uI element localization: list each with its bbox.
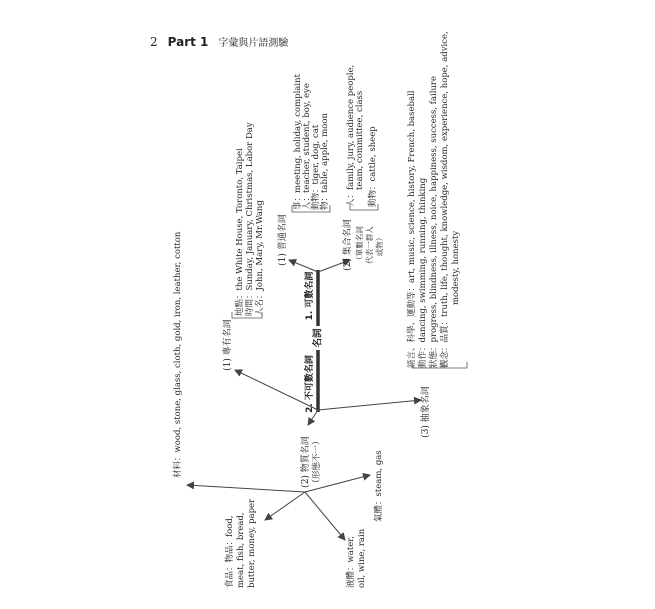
collective-item: 人：family, jury, audience people, xyxy=(346,64,356,207)
abstract-items xyxy=(406,31,461,368)
common-item: 事：meeting, holiday, complaint xyxy=(293,74,303,210)
common-item: 動物：tiger, dog, cat xyxy=(311,124,321,210)
food-line: butter, money, paper xyxy=(247,498,257,588)
page-title: 字彙與片語測驗 xyxy=(218,38,289,49)
uncountable-label: 2. 不可數名詞 xyxy=(305,355,315,413)
proper-item: 時間：Sunday, January, Christmas, Labor Day xyxy=(245,122,255,316)
collective-note: 或物） xyxy=(375,233,384,257)
food-line: 食品：物品：food, xyxy=(225,515,235,588)
arrow-to-food xyxy=(265,492,305,520)
countable-label: 1. 可數名詞 xyxy=(305,271,315,321)
arrow-to-common xyxy=(289,260,318,272)
proper-item: 地點：the White House, Toronto, Taipei xyxy=(235,148,245,316)
liquid-line: 液體：water, xyxy=(346,535,356,588)
gas-line: 氣體：steam, gas xyxy=(374,450,384,522)
common-item: 物：table, apple, moon xyxy=(320,113,330,210)
collective-note: （單數名詞 xyxy=(355,226,364,264)
proper-items xyxy=(234,122,265,316)
center-label: 名詞 xyxy=(312,328,324,348)
collective-items xyxy=(345,65,378,207)
abstract-item: 狀態：progress, blindness, illness, noice, happiness, success, failure xyxy=(429,75,439,368)
collective-noun-label: (2) 集合名詞 xyxy=(343,219,353,271)
arrow-to-abstract xyxy=(318,400,421,410)
proper-noun-label: (1) 專有名詞 xyxy=(223,319,233,371)
abstract-item: 觀念：品質：truth, life, thought, knowledge, wisdom, experience, hope, advice, xyxy=(440,31,450,368)
food-line: meat, fish, bread, xyxy=(236,512,246,588)
page-number: 2 xyxy=(150,35,158,49)
liquid-line: oil, wine, rain xyxy=(357,528,367,588)
common-noun-label: (1) 普通名詞 xyxy=(278,214,288,266)
arrow-to-liquid xyxy=(305,492,345,540)
abstract-noun-label: (3) 抽象名詞 xyxy=(421,386,431,438)
material-noun-label: (2) 物質名詞 xyxy=(301,436,311,488)
proper-item: 人名：John, Mary, Mr.Wang xyxy=(255,200,265,316)
common-items xyxy=(292,73,330,210)
material-noun-sublabel: （形態不一） xyxy=(312,436,322,488)
part-label: Part 1 xyxy=(167,35,209,49)
abstract-item-cont: modesty, honesty xyxy=(451,230,461,305)
collective-item: 動物：cattle, sheep xyxy=(368,126,378,207)
common-item: 人：teacher, student, boy, eye xyxy=(302,83,312,210)
arrow-to-material-item xyxy=(187,485,305,492)
abstract-item: 語言、科學、運動等：art, music, science, history, French, baseball xyxy=(407,90,417,368)
abstract-item: 動作：dancing, swimming, running, thinking xyxy=(418,177,428,368)
collective-item-cont: team, committee, class xyxy=(355,90,365,190)
material-item: 材料：wood, stone, glass, cloth, gold, iron, leather, cotton xyxy=(173,231,183,478)
collective-note: 代表一群人 xyxy=(365,226,374,264)
